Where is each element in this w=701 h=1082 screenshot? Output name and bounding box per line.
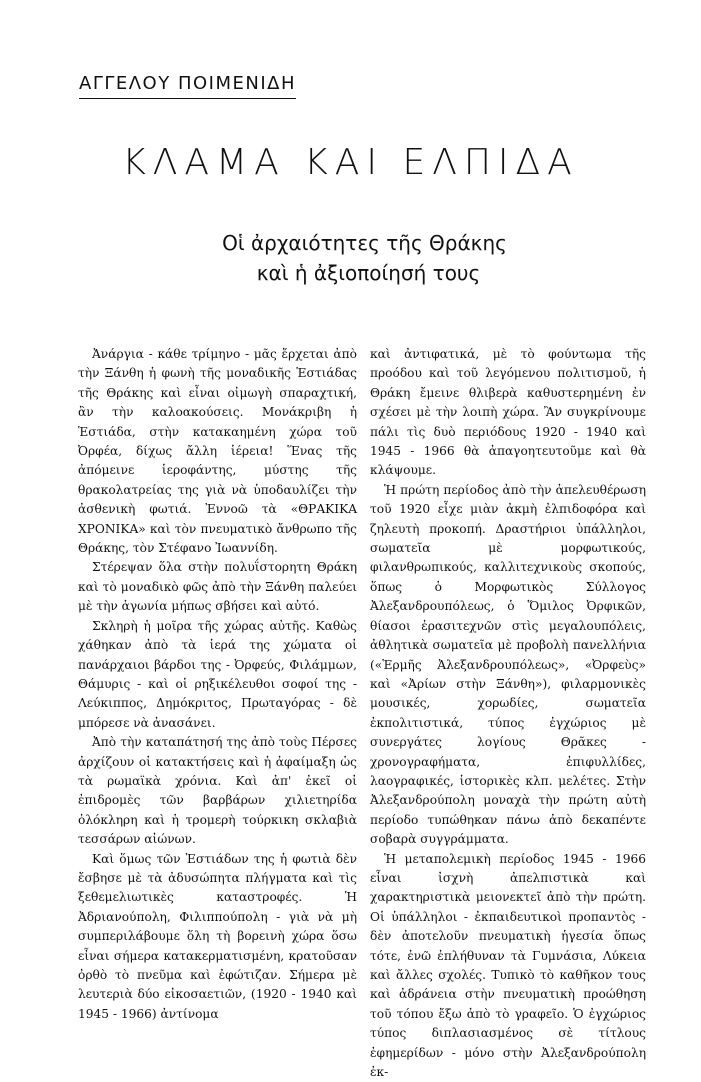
- left-text-column: [78, 345, 357, 1024]
- paragraph: Καὶ ὅμως τῶν Ἑστιάδων της ἡ φωτιὰ δὲν ἔσβησε μὲ τὰ ἀδυσώπητα πλήγματα καὶ τὶς ξεθεμελιωτικὲς καταστροφές. Ἡ Ἀδριανούπολη, Φιλιππούπολη - γιὰ νὰ μὴ συμπεριλάβουμε ὅλη τὴ βορεινὴ χώρα ὅσω εἶναι σήμερα κατακερματισμένη, κρατοῦσαν ὀρθὸ τὸ πνεῦμα καὶ ἐφώτιζαν. Σήμερα μὲ λευτεριὰ δύο εἰκοσαετιῶν, (1920 - 1940 καὶ 1945 - 1966) ἀντίνομα: [78, 851, 357, 1021]
- article-subtitle-line-2: καὶ ἡ ἀξιοποίησή τους: [256, 261, 481, 285]
- paragraph: Ἀπὸ τὴν καταπάτησή της ἀπὸ τοὺς Πέρσες ἀρχίζουν οἱ κατακτήσεις καὶ ἡ ἀφαίμαξη ὡς τὰ ρωμαϊκὰ χρόνια. Καὶ ἀπ' ἐκεῖ οἱ ἐπιδρομὲς τῶν βαρβάρων χιλιετηρίδα ὁλόκληρη καὶ ἡ τρομερὴ τούρκικη σκλαβιὰ τεσσάρων αἰώνων.: [78, 735, 357, 847]
- paragraph: Ἡ πρώτη περίοδος ἀπὸ τὴν ἀπελευθέρωση τοῦ 1920 εἶχε μιὰν ἀκμὴ ἐλπιδοφόρα καὶ ζηλευτὴ προκοπή. Δραστήριοι ὑπάλληλοι, σωματεῖα μὲ μορφωτικούς, φιλανθρωπικούς, καλλιτεχνικοὺς σκοπούς, ὅπως ὁ Μορφωτικὸς Σύλλογος Ἀλεξανδρουπόλεως, ὁ Ὅμιλος Ὀρφικῶν, θίασοι ἐρασιτεχνῶν στὶς μεγαλουπόλεις, ἀθλητικὰ σωματεῖα μὲ προβολὴ πανελλήνια («Ἑρμῆς Ἀλεξανδρουπόλεως», «Ὀρφεὺς» καὶ «Ἀρίων στὴν Ξάνθη»), φιλαρμονικὲς μουσικές, χορωδίες, σωματεῖα ἐκπολιτιστικά, τύπος ἐγχώριος μὲ συνεργάτες λογίους Θρᾶκες - χρονογραφήματα, ἐπιφυλλίδες, λαογραφικές, ἱστορικὲς κλπ. μελέτες. Στὴν Ἀλεξανδρούπολη μοναχὰ τὴν πρώτη αὐτὴ περίοδο τυπώθηκαν πάνω ἀπὸ δεκαπέντε σοβαρὰ συγγράμματα.: [370, 482, 646, 847]
- right-text-column: [370, 345, 646, 1082]
- paragraph: Ἡ μεταπολεμικὴ περίοδος 1945 - 1966 εἶναι ἰσχνὴ ἀπελπιστικὰ καὶ χαρακτηριστικὰ μειονεκτεῖ ἀπὸ τὴν πρώτη. Οἱ ὑπάλληλοι - ἐκπαιδευτικοὶ προπαντὸς - δὲν ἀποτελοῦν πνευματικὴ ἡγεσία ὅπως τότε, ἐνῶ ἐπλήθυναν τὰ Γυμνάσια, Λύκεια καὶ ἄλλες σχολές. Τυπικὸ τὸ καθῆκον τους καὶ ἀδράνεια στὴν πνευματικὴ προώθηση τοῦ τόπου ἔξω ἀπὸ τὸ γραφεῖο. Ὁ ἐγχώριος τύπος διπλασιασμένος σὲ τίτλους ἐφημερίδων - μόνο στὴν Ἀλεξανδρούπολη ἐκ-: [370, 851, 646, 1080]
- paragraph: Στέρεψαν ὅλα στὴν πολυΐστορητη Θράκη καὶ τὸ μοναδικὸ φῶς ἀπὸ τὴν Ξάνθη παλεύει μὲ τὴν ἀγωνία μήπως σβήσει καὶ αὐτό.: [78, 560, 357, 614]
- paragraph: Σκληρὴ ἡ μοῖρα τῆς χώρας αὐτῆς. Καθὼς χάθηκαν ἀπὸ τὰ ἱερά της χώματα οἱ πανάρχαιοι βάρδοι της - Ὀρφεύς, Φιλάμμων, Θάμυρις - καὶ οἱ ρηξικέλευθοι σοφοί της - Λεύκιππος, Δημόκριτος, Πρωταγόρας - δὲ μπόρεσε νὰ ἀνασάνει.: [78, 618, 357, 730]
- paragraph: Ἀνάργια - κάθε τρίμηνο - μᾶς ἔρχεται ἀπὸ τὴν Ξάνθη ἡ φωνὴ τῆς μοναδικῆς Ἑστιάδας τῆς Θράκης καὶ εἶναι οἰμωγὴ σπαραχτική, ἂν τὴν καλοακούσεις. Μονάκριβη ἡ Ἑστιάδα, στὴν κατακαημένη χώρα τοῦ Ὀρφέα, δίχως ἄλλη ἱέρεια! Ἕνας τῆς ἀπόμεινε ἱεροφάντης, μύστης τῆς θρακολατρείας της γιὰ νὰ ὑποδαυλίζει τὴν ἀσθενικὴ φωτιά. Ἐννοῶ τὰ «ΘΡΑΚΙΚΑ ΧΡΟΝΙΚΑ» καὶ τὸν πνευματικὸ ἄνθρωπο τῆς Θράκης, τὸν Στέφανο Ἰωαννίδη.: [78, 347, 357, 556]
- article-title: ΚΛΑΜΑ ΚΑΙ ΕΛΠΙΔΑ: [122, 142, 579, 183]
- article-subtitle-line-1: Οἱ ἀρχαιότητες τῆς Θράκης: [222, 231, 507, 255]
- paragraph: καὶ ἀντιφατικά, μὲ τὸ φούντωμα τῆς προόδου καὶ τοῦ λεγόμενου πολιτισμοῦ, ἡ Θράκη ἔμεινε θλιβερὰ καθυστερημένη ἐν σχέσει μὲ τὴν λοιπὴ χώρα. Ἂν συγκρίνουμε πάλι τὶς δυὸ περιόδους 1920 - 1940 καὶ 1945 - 1966 θὰ ἀπαγοητευτοῦμε καὶ θὰ κλάψουμε.: [370, 347, 646, 478]
- author-name: ΑΓΓΕΛΟΥ ΠΟΙΜΕΝΙΔΗ: [79, 72, 296, 99]
